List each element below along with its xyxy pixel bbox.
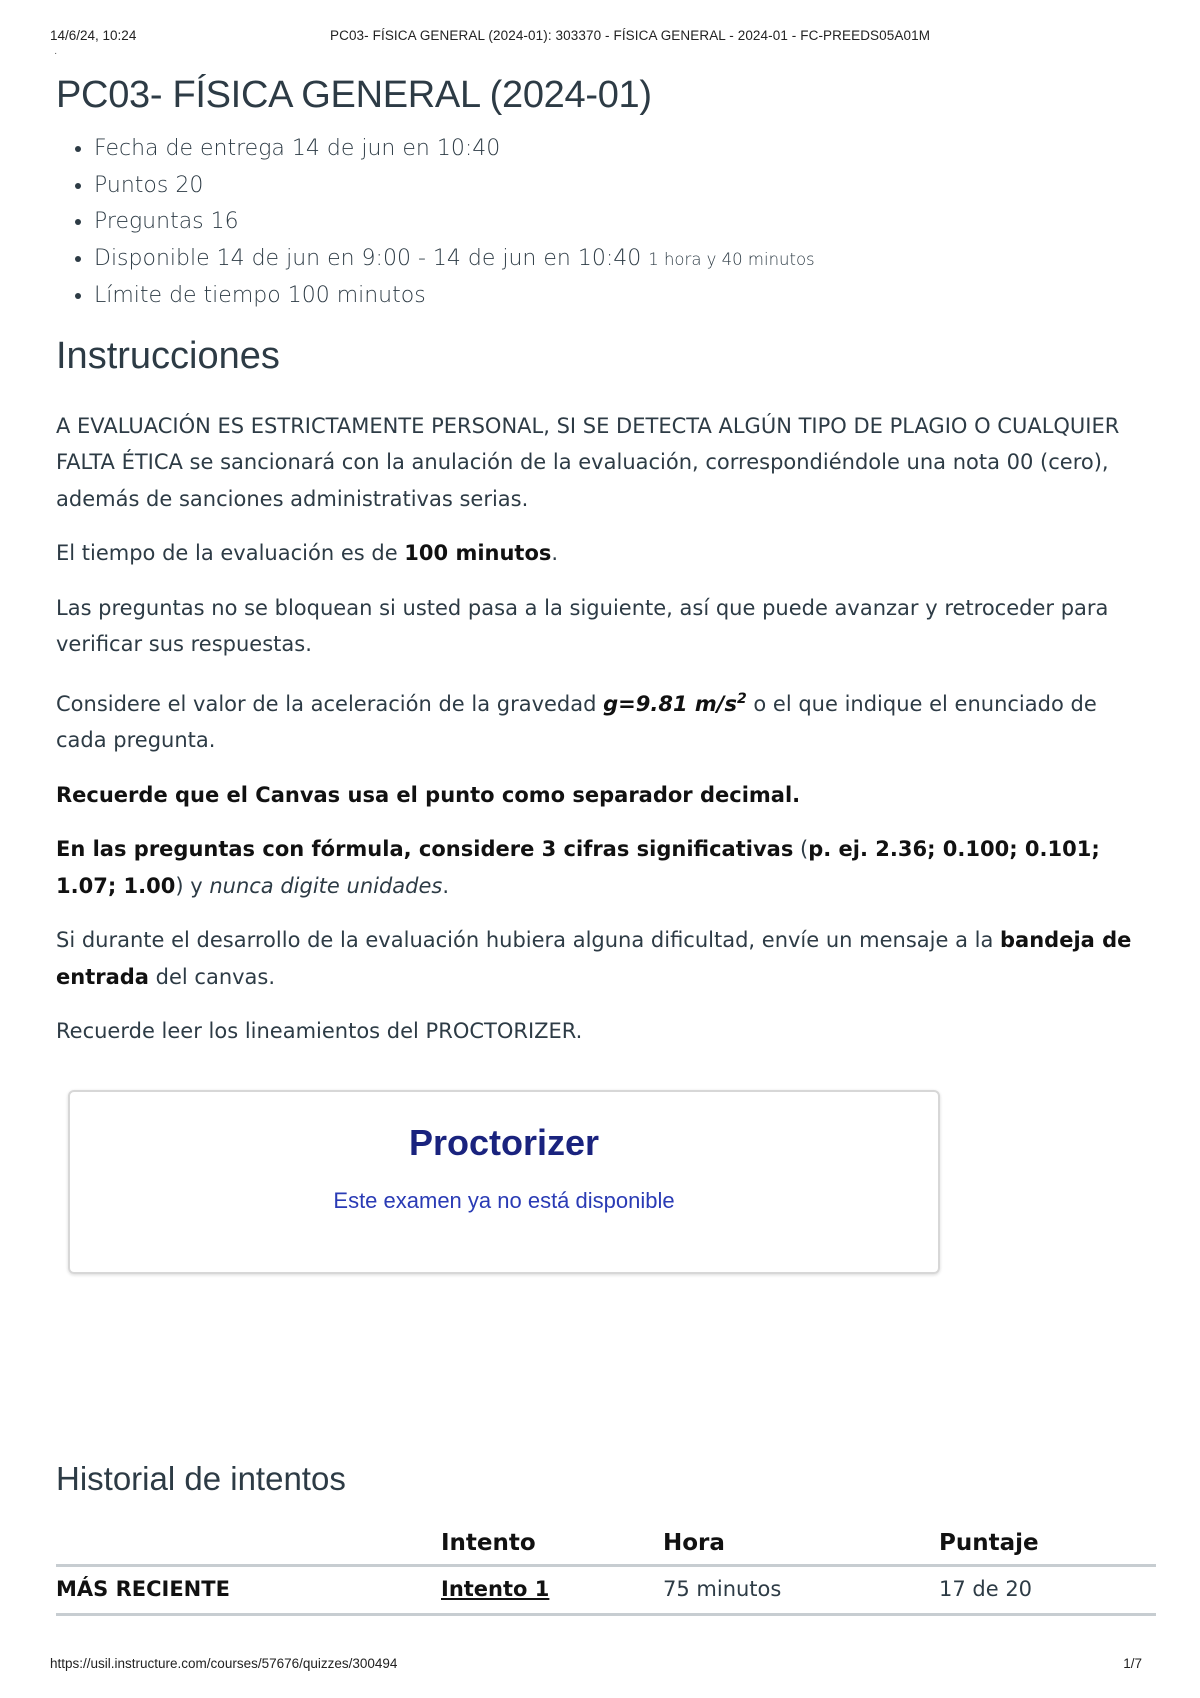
proctorizer-panel [68, 1090, 940, 1274]
questions-value: 16 [210, 209, 239, 234]
proctorizer-message: Este examen ya no está disponible [333, 1188, 675, 1213]
attempt-link-cell [441, 1566, 663, 1615]
questions-item [94, 204, 1146, 241]
gravity-value-text: g=9.81 m/s [603, 691, 737, 716]
contact-inbox: bandeja de entrada [56, 928, 1132, 989]
attempt-recent-label: MÁS RECIENTE [56, 1566, 441, 1615]
attempt-1-link[interactable]: Intento 1 [441, 1577, 550, 1601]
instruction-gravity [56, 681, 1146, 759]
print-page-title: PC03- FÍSICA GENERAL (2024-01): 303370 - FÍSICA GENERAL - 2024-01 - FC-PREEDS05A01M [330, 28, 931, 43]
instruction-time [56, 535, 1146, 572]
contact-text: Si durante el desarrollo de la evaluación hubiera alguna dificultad, envíe un mensaje a la [56, 928, 1001, 952]
attempts-table [56, 1520, 1156, 1616]
due-date-label: Fecha de entrega [94, 136, 285, 161]
quiz-content [56, 74, 1146, 1068]
print-url: https://usil.instructure.com/courses/57676/quizzes/300494 [50, 1656, 398, 1671]
attempts-header-row [56, 1520, 1156, 1566]
column-header-label [56, 1520, 441, 1566]
column-header-time: Hora [663, 1520, 939, 1566]
attempt-score: 17 de 20 [939, 1566, 1156, 1615]
proctorizer-title: Proctorizer [408, 1122, 600, 1163]
instruction-gravity-text: Considere el valor de la aceleración de la gravedad [56, 691, 604, 716]
sigfigs-paren-close: ) y [175, 873, 210, 898]
instruction-gravity-end: o el que indique el enunciado de cada pregunta. [56, 691, 1097, 752]
due-date-item [94, 131, 1146, 168]
attempt-history-heading: Historial de intentos [56, 1460, 346, 1497]
instruction-integrity: A EVALUACIÓN ES ESTRICTAMENTE PERSONAL, SI SE DETECTA ALGÚN TIPO DE PLAGIO O CUALQUIER FALTA ÉTICA se sancionará con la anulación de la evaluación, correspondiéndole una nota 00 (cero), además de sanciones administrativas serias. [56, 413, 1120, 511]
points-label: Puntos [94, 172, 169, 198]
time-limit-item [94, 278, 1146, 315]
print-date: 14/6/24, 10:24 [50, 28, 137, 43]
points-value: 20 [175, 172, 204, 198]
instructions-body [56, 408, 1146, 1050]
points-item [94, 168, 1146, 205]
column-header-score: Puntaje [939, 1520, 1156, 1566]
sigfigs-no-units: nunca digite unidades [209, 873, 443, 898]
instruction-navigation: Las preguntas no se bloquean si usted pasa a la siguiente, así que puede avanzar y retroceder para verificar sus respuestas. [56, 595, 1109, 656]
print-header [50, 28, 1150, 59]
print-header-marker: · [54, 48, 58, 59]
instruction-time-text: El tiempo de la evaluación es de [56, 541, 405, 565]
print-footer [50, 1656, 1150, 1676]
quiz-details-list [56, 131, 1146, 315]
instructions-heading: Instrucciones [56, 334, 280, 377]
contact-end: del canvas. [148, 964, 276, 989]
sigfigs-examples: p. ej. 2.36; 0.100; 0.101; 1.07; 1.00 [56, 837, 1100, 898]
availability-label: Disponible [94, 245, 210, 271]
instruction-time-end: . [551, 541, 559, 565]
sigfigs-paren-open: ( [793, 837, 809, 861]
availability-item [94, 241, 1146, 279]
availability-value: 14 de jun en 9:00 - 14 de jun en 10:40 [216, 245, 642, 271]
print-page-number: 1/7 [1123, 1656, 1142, 1671]
questions-label: Preguntas [94, 209, 204, 234]
table-row [56, 1566, 1156, 1615]
time-limit-value: 100 minutos [287, 283, 426, 308]
time-limit-label: Límite de tiempo [94, 283, 281, 308]
column-header-attempt: Intento [441, 1520, 663, 1566]
availability-duration: 1 hora y 40 minutos [648, 249, 815, 269]
attempt-time: 75 minutos [663, 1566, 939, 1615]
gravity-exponent: 2 [736, 690, 747, 707]
sigfigs-bold: En las preguntas con fórmula, considere 3 cifras significativas [56, 837, 794, 861]
sigfigs-end: . [442, 873, 450, 898]
instruction-sigfigs [56, 831, 1146, 904]
instruction-gravity-value [603, 692, 747, 716]
instruction-decimal [56, 777, 1146, 814]
quiz-title: PC03- FÍSICA GENERAL (2024-01) [56, 74, 652, 116]
instruction-proctorizer: Recuerde leer los lineamientos del PROCTORIZER. [56, 1019, 583, 1043]
attempt-history [56, 1460, 1156, 1616]
instruction-time-bold: 100 minutos [404, 541, 552, 565]
instruction-decimal-bold: Recuerde que el Canvas usa el punto como separador decimal. [56, 782, 801, 807]
instruction-contact [56, 922, 1146, 995]
due-date-value: 14 de jun en 10:40 [291, 136, 501, 161]
